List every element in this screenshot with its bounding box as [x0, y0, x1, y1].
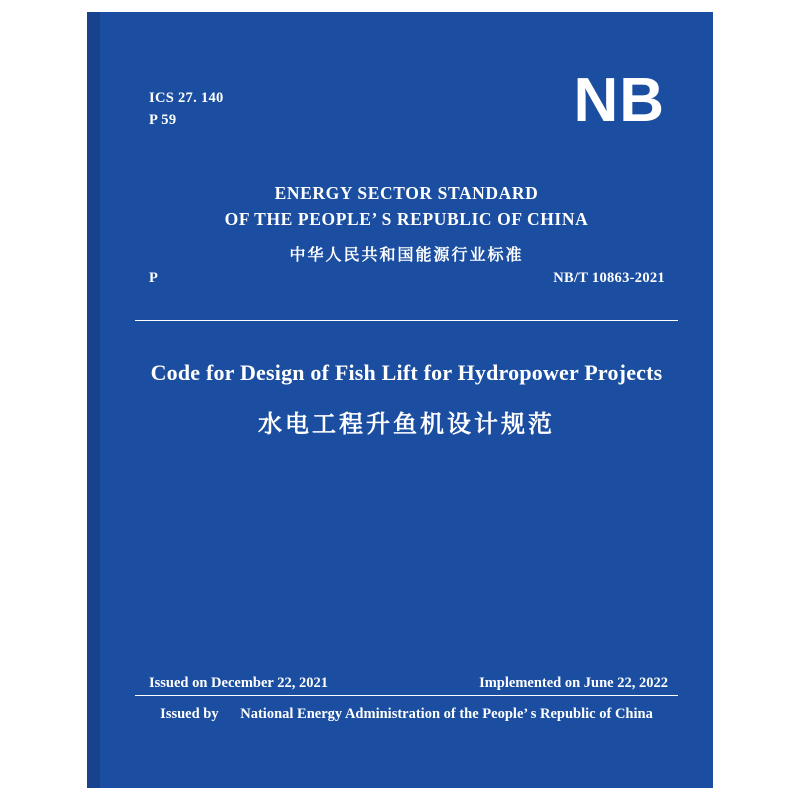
document-title-cn: 水电工程升鱼机设计规范	[258, 410, 555, 438]
document-title-en: Code for Design of Fish Lift for Hydropower Projects	[150, 360, 663, 385]
standard-authority-block	[100, 180, 713, 265]
ics-classification-block	[149, 87, 224, 132]
cover-inner	[100, 12, 713, 788]
cover-spine-strip	[87, 12, 100, 788]
issued-by-label: Issued by	[160, 706, 219, 722]
issued-by-row	[100, 706, 713, 723]
divider-bottom	[135, 695, 678, 696]
implemented-on-date: Implemented on June 22, 2022	[479, 675, 668, 691]
standard-name-cn: 中华人民共和国能源行业标准	[289, 244, 524, 264]
issued-on-date: Issued on December 22, 2021	[149, 675, 328, 691]
standard-number: NB/T 10863-2021	[553, 270, 665, 286]
document-title-block	[100, 360, 713, 439]
nb-logo: NB	[573, 66, 665, 135]
standard-name-en-line1: ENERGY SECTOR STANDARD	[274, 183, 539, 203]
dates-row	[149, 675, 668, 692]
standard-name-en-line2: OF THE PEOPLE’ S REPUBLIC OF CHINA	[224, 209, 589, 230]
classification-code: P 59	[149, 112, 177, 129]
category-letter: P	[149, 270, 159, 286]
standard-code-row	[149, 270, 665, 287]
standard-cover	[87, 12, 713, 788]
ics-number: ICS 27. 140	[149, 90, 224, 106]
issuing-organization: National Energy Administration of the People’ s Republic of China	[240, 706, 653, 722]
divider-top	[135, 320, 678, 321]
